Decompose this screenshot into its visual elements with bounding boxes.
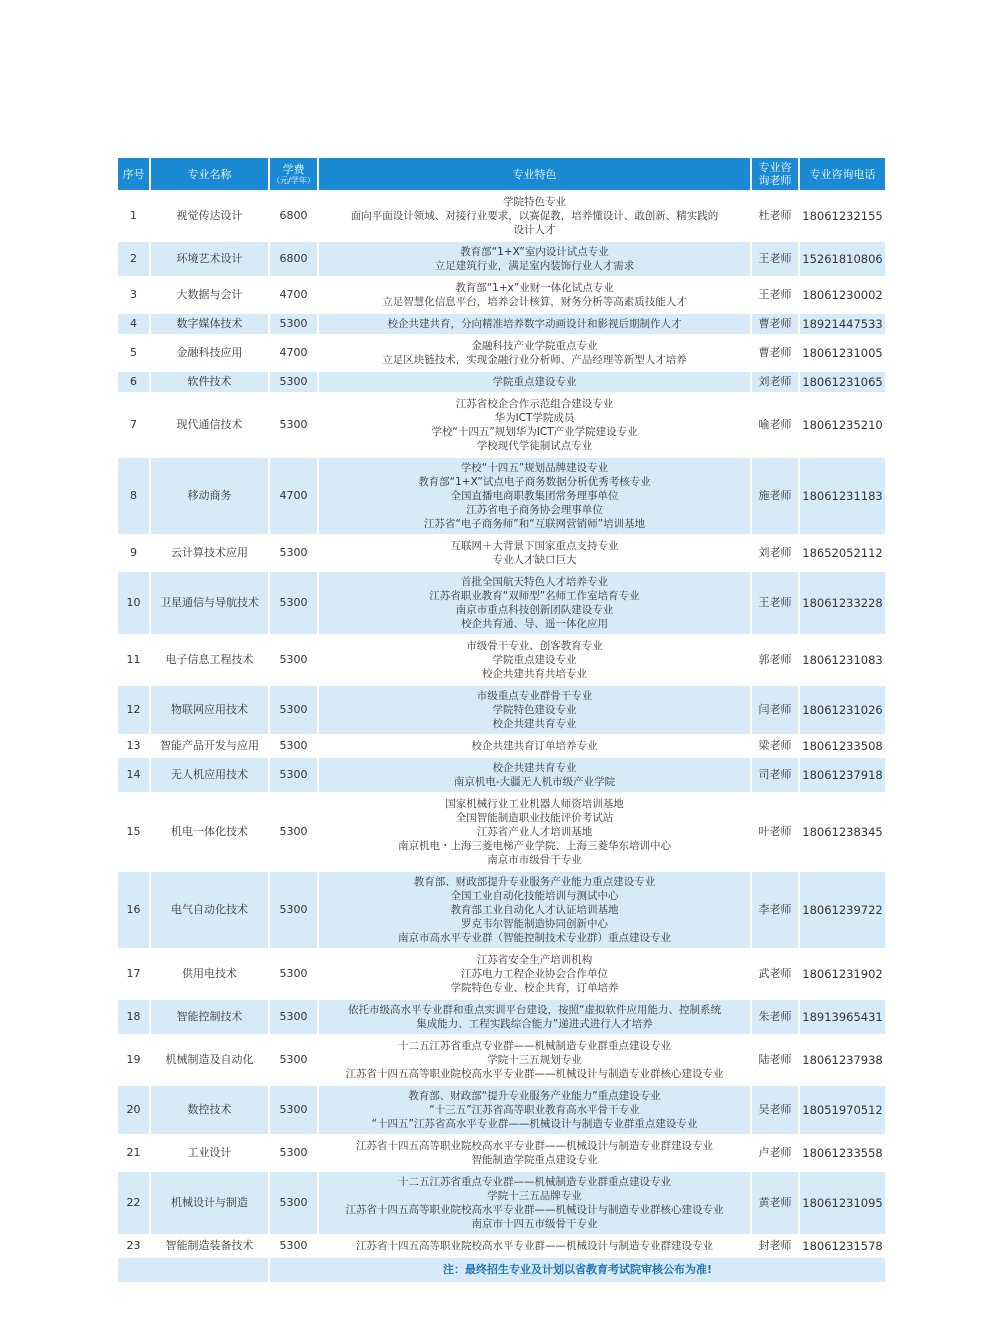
feature-line: 学校“十四五”规划华为ICT产业学院建设专业 <box>431 426 638 438</box>
feature-line: 南京市重点科技创新团队建设专业 <box>455 604 614 616</box>
feature-line: 校企共育通、导、遥一体化应用 <box>461 618 608 630</box>
major-features <box>318 571 751 635</box>
consult-phone: 18061231578 <box>799 1235 885 1257</box>
feature-line: 南京机电-大疆无人机市级产业学院 <box>453 776 616 788</box>
feature-line: 学院特色建设专业 <box>492 704 577 716</box>
row-number: 19 <box>118 1035 150 1085</box>
header-no: 序号 <box>118 158 150 191</box>
feature-line: 全国工业自动化技能培训与测试中心 <box>450 890 619 902</box>
major-features <box>318 313 751 335</box>
consult-phone: 18061233228 <box>799 571 885 635</box>
table-row <box>118 635 885 685</box>
feature-line: 校企共建共育订单培养专业 <box>471 740 598 752</box>
tuition-fee: 5300 <box>269 685 318 735</box>
major-features <box>318 1085 751 1135</box>
consult-teacher: 黄老师 <box>751 1171 799 1235</box>
consult-phone: 18061232155 <box>799 191 885 241</box>
row-number: 12 <box>118 685 150 735</box>
major-name: 移动商务 <box>150 457 269 535</box>
row-number: 18 <box>118 999 150 1035</box>
consult-teacher: 叶老师 <box>751 793 799 871</box>
row-number: 16 <box>118 871 150 949</box>
table-row <box>118 793 885 871</box>
row-number: 21 <box>118 1135 150 1171</box>
consult-teacher: 喻老师 <box>751 393 799 457</box>
major-name: 云计算技术应用 <box>150 535 269 571</box>
feature-line: 江苏省安全生产培训机构 <box>476 954 593 966</box>
consult-teacher: 李老师 <box>751 871 799 949</box>
header-phone: 专业咨询电话 <box>799 158 885 191</box>
major-features <box>318 241 751 277</box>
feature-line: 校企共建共育专业 <box>492 718 577 730</box>
feature-line: 江苏省电子商务协会理事单位 <box>466 504 603 516</box>
header-teacher <box>751 158 799 191</box>
table-row <box>118 393 885 457</box>
major-features <box>318 393 751 457</box>
major-features <box>318 871 751 949</box>
tuition-fee: 5300 <box>269 1171 318 1235</box>
consult-teacher: 朱老师 <box>751 999 799 1035</box>
major-name: 物联网应用技术 <box>150 685 269 735</box>
tuition-fee: 6800 <box>269 191 318 241</box>
table-row <box>118 685 885 735</box>
feature-line: 设计人才 <box>513 224 556 236</box>
row-number: 10 <box>118 571 150 635</box>
tuition-fee: 5300 <box>269 793 318 871</box>
major-name: 工业设计 <box>150 1135 269 1171</box>
tuition-fee: 5300 <box>269 1085 318 1135</box>
feature-line: 教育部、财政部“提升专业服务产业能力”重点建设专业 <box>408 1090 661 1102</box>
table-row <box>118 571 885 635</box>
feature-line: 校企共建共育，分向精准培养数字动画设计和影视后期制作人才 <box>387 318 682 330</box>
major-features <box>318 735 751 757</box>
table-row <box>118 191 885 241</box>
feature-line: 专业人才缺口巨大 <box>492 554 577 566</box>
row-number: 20 <box>118 1085 150 1135</box>
tuition-fee: 4700 <box>269 457 318 535</box>
consult-teacher: 闫老师 <box>751 685 799 735</box>
major-name: 视觉传达设计 <box>150 191 269 241</box>
tuition-fee: 5300 <box>269 393 318 457</box>
feature-line: 江苏省十四五高等职业院校高水平专业群——机械设计与制造专业群建设专业 <box>356 1240 713 1252</box>
row-number: 23 <box>118 1235 150 1257</box>
tuition-fee: 4700 <box>269 335 318 371</box>
major-name: 电子信息工程技术 <box>150 635 269 685</box>
consult-phone: 18061231095 <box>799 1171 885 1235</box>
feature-line: 教育部“1+x”业财一体化试点专业 <box>455 282 614 294</box>
table-row <box>118 313 885 335</box>
majors-table <box>118 158 885 1282</box>
table-row <box>118 757 885 793</box>
row-number: 7 <box>118 393 150 457</box>
consult-teacher: 王老师 <box>751 277 799 313</box>
consult-phone: 18061231183 <box>799 457 885 535</box>
feature-line: 江苏省产业人才培训基地 <box>476 826 593 838</box>
feature-line: 立足区块链技术，实现金融行业分析师、产品经理等新型人才培养 <box>382 354 687 366</box>
consult-phone: 18061231005 <box>799 335 885 371</box>
feature-line: 南京市市级骨干专业 <box>487 854 582 866</box>
tuition-fee: 5300 <box>269 871 318 949</box>
feature-line: 面向平面设计领域、对接行业要求，以赛促教，培养懂设计、敢创新、精实践的 <box>350 210 719 222</box>
feature-line: 教育部工业自动化人才认证培训基地 <box>450 904 619 916</box>
feature-line: 教育部“1+X”室内设计试点专业 <box>460 246 609 258</box>
table-row <box>118 277 885 313</box>
row-number: 14 <box>118 757 150 793</box>
feature-line: 依托市级高水平专业群和重点实训平台建设，按照“虚拟软件应用能力、控制系统 <box>348 1004 721 1016</box>
major-name: 智能产品开发与应用 <box>150 735 269 757</box>
consult-phone: 18061237918 <box>799 757 885 793</box>
table-row <box>118 871 885 949</box>
feature-line: 学院十三五品牌专业 <box>487 1190 582 1202</box>
feature-line: 校企共建共育专业 <box>492 762 577 774</box>
header-fee-label: 学费 <box>282 163 305 176</box>
consult-teacher: 杜老师 <box>751 191 799 241</box>
table-row <box>118 1085 885 1135</box>
note-text: 注：最终招生专业及计划以省教育考试院审核公布为准! <box>269 1257 885 1282</box>
table-body <box>118 191 885 1257</box>
major-features <box>318 277 751 313</box>
feature-line: 学院重点建设专业 <box>492 654 577 666</box>
table-header-row <box>118 158 885 191</box>
consult-phone: 18061230002 <box>799 277 885 313</box>
consult-phone: 18061233508 <box>799 735 885 757</box>
feature-line: 校企共建共育共培专业 <box>482 668 587 680</box>
feature-line: 教育部“1+X”试点电子商务数据分析优秀考核专业 <box>418 476 651 488</box>
table-row <box>118 241 885 277</box>
major-features <box>318 793 751 871</box>
feature-line: 全国直播电商职教集团常务理事单位 <box>450 490 619 502</box>
tuition-fee: 4700 <box>269 277 318 313</box>
table-row <box>118 457 885 535</box>
header-name: 专业名称 <box>150 158 269 191</box>
tuition-fee: 5300 <box>269 535 318 571</box>
tuition-fee: 5300 <box>269 949 318 999</box>
consult-teacher: 曹老师 <box>751 313 799 335</box>
major-features <box>318 685 751 735</box>
feature-line: 罗克韦尔智能制造协同创新中心 <box>461 918 608 930</box>
major-name: 卫星通信与导航技术 <box>150 571 269 635</box>
consult-teacher: 梁老师 <box>751 735 799 757</box>
tuition-fee: 5300 <box>269 635 318 685</box>
consult-phone: 15261810806 <box>799 241 885 277</box>
row-number: 17 <box>118 949 150 999</box>
feature-line: 全国智能制造职业技能评价考试站 <box>455 812 614 824</box>
tuition-fee: 5300 <box>269 999 318 1035</box>
consult-phone: 18921447533 <box>799 313 885 335</box>
major-name: 环境艺术设计 <box>150 241 269 277</box>
feature-line: 学院特色专业 <box>503 196 566 208</box>
major-name: 大数据与会计 <box>150 277 269 313</box>
consult-teacher: 王老师 <box>751 241 799 277</box>
note-row <box>118 1257 885 1282</box>
major-features <box>318 757 751 793</box>
major-name: 软件技术 <box>150 371 269 393</box>
feature-line: 市级骨干专业、创客教育专业 <box>466 640 603 652</box>
table-row <box>118 371 885 393</box>
major-name: 智能控制技术 <box>150 999 269 1035</box>
major-features <box>318 999 751 1035</box>
header-feature: 专业特色 <box>318 158 751 191</box>
feature-line: 学院重点建设专业 <box>492 376 577 388</box>
header-teacher-line2: 询老师 <box>758 174 792 187</box>
tuition-fee: 5300 <box>269 735 318 757</box>
consult-teacher: 封老师 <box>751 1235 799 1257</box>
table-row <box>118 1235 885 1257</box>
tuition-fee: 5300 <box>269 571 318 635</box>
feature-line: 集成能力、工程实践综合能力”递进式进行人才培养 <box>416 1018 653 1030</box>
feature-line: 学院十三五规划专业 <box>487 1054 582 1066</box>
consult-phone: 18652052112 <box>799 535 885 571</box>
table-row <box>118 999 885 1035</box>
consult-teacher: 卢老师 <box>751 1135 799 1171</box>
feature-line: 市级重点专业群骨干专业 <box>476 690 593 702</box>
feature-line: 互联网＋大背景下国家重点支持专业 <box>450 540 619 552</box>
major-name: 数控技术 <box>150 1085 269 1135</box>
consult-teacher: 陆老师 <box>751 1035 799 1085</box>
major-name: 机电一体化技术 <box>150 793 269 871</box>
feature-line: “十三五”江苏省高等职业教育高水平骨干专业 <box>429 1104 640 1116</box>
consult-phone: 18061235210 <box>799 393 885 457</box>
tuition-fee: 6800 <box>269 241 318 277</box>
row-number: 2 <box>118 241 150 277</box>
major-features <box>318 191 751 241</box>
consult-teacher: 刘老师 <box>751 371 799 393</box>
consult-phone: 18061231083 <box>799 635 885 685</box>
major-features <box>318 949 751 999</box>
consult-teacher: 武老师 <box>751 949 799 999</box>
major-features <box>318 535 751 571</box>
row-number: 9 <box>118 535 150 571</box>
table-row <box>118 535 885 571</box>
major-features <box>318 457 751 535</box>
row-number: 15 <box>118 793 150 871</box>
feature-line: 华为ICT学院成员 <box>494 412 575 424</box>
feature-line: 学院特色专业、校企共育，订单培养 <box>450 982 619 994</box>
consult-teacher: 施老师 <box>751 457 799 535</box>
feature-line: 南京市高水平专业群（智能控制技术专业群）重点建设专业 <box>398 932 671 944</box>
major-features <box>318 1135 751 1171</box>
feature-line: 江苏省十四五高等职业院校高水平专业群——机械设计与制造专业群核心建设专业 <box>345 1068 724 1080</box>
tuition-fee: 5300 <box>269 313 318 335</box>
table-row <box>118 949 885 999</box>
consult-teacher: 王老师 <box>751 571 799 635</box>
consult-phone: 18061231902 <box>799 949 885 999</box>
consult-phone: 18061239722 <box>799 871 885 949</box>
feature-line: 立足建筑行业，满足室内装饰行业人才需求 <box>434 260 635 272</box>
feature-line: 江苏省十四五高等职业院校高水平专业群——机械设计与制造专业群建设专业 <box>356 1140 713 1152</box>
note-spacer <box>118 1257 269 1282</box>
feature-line: 南京市十四五市级骨干专业 <box>471 1218 598 1230</box>
row-number: 6 <box>118 371 150 393</box>
row-number: 8 <box>118 457 150 535</box>
table-row <box>118 735 885 757</box>
header-fee <box>269 158 318 191</box>
major-name: 机械设计与制造 <box>150 1171 269 1235</box>
consult-teacher: 司老师 <box>751 757 799 793</box>
major-name: 机械制造及自动化 <box>150 1035 269 1085</box>
major-features <box>318 1235 751 1257</box>
feature-line: 江苏省校企合作示范组合建设专业 <box>455 398 614 410</box>
consult-phone: 18061238345 <box>799 793 885 871</box>
table-row <box>118 1135 885 1171</box>
major-name: 数字媒体技术 <box>150 313 269 335</box>
consult-teacher: 郭老师 <box>751 635 799 685</box>
feature-line: 江苏省职业教育“双师型”名师工作室培育专业 <box>429 590 640 602</box>
row-number: 13 <box>118 735 150 757</box>
feature-line: 首批全国航天特色人才培养专业 <box>461 576 608 588</box>
feature-line: 江苏省十四五高等职业院校高水平专业群——机械设计与制造专业群核心建设专业 <box>345 1204 724 1216</box>
major-name: 无人机应用技术 <box>150 757 269 793</box>
major-name: 现代通信技术 <box>150 393 269 457</box>
major-name: 智能制造装备技术 <box>150 1235 269 1257</box>
feature-line: 江苏省“电子商务师”和“互联网营销师”培训基地 <box>423 518 646 530</box>
consult-phone: 18913965431 <box>799 999 885 1035</box>
row-number: 22 <box>118 1171 150 1235</box>
major-name: 供用电技术 <box>150 949 269 999</box>
consult-phone: 18061237938 <box>799 1035 885 1085</box>
feature-line: 十二五江苏省重点专业群——机械制造专业群重点建设专业 <box>398 1040 671 1052</box>
major-features <box>318 1035 751 1085</box>
major-features <box>318 1171 751 1235</box>
feature-line: 金融科技产业学院重点专业 <box>471 340 598 352</box>
consult-teacher: 刘老师 <box>751 535 799 571</box>
feature-line: 教育部、财政部提升专业服务产业能力重点建设专业 <box>413 876 656 888</box>
consult-phone: 18061233558 <box>799 1135 885 1171</box>
feature-line: 国家机械行业工业机器人师资培训基地 <box>445 798 624 810</box>
row-number: 5 <box>118 335 150 371</box>
major-features <box>318 371 751 393</box>
feature-line: 学校“十四五”规划品牌建设专业 <box>460 462 609 474</box>
tuition-fee: 5300 <box>269 1035 318 1085</box>
consult-phone: 18061231026 <box>799 685 885 735</box>
row-number: 1 <box>118 191 150 241</box>
tuition-fee: 5300 <box>269 371 318 393</box>
table-row <box>118 1171 885 1235</box>
row-number: 4 <box>118 313 150 335</box>
consult-teacher: 曹老师 <box>751 335 799 371</box>
consult-teacher: 吴老师 <box>751 1085 799 1135</box>
header-fee-unit: （元/学年） <box>272 176 315 185</box>
feature-line: 十二五江苏省重点专业群——机械制造专业群重点建设专业 <box>398 1176 671 1188</box>
major-features <box>318 335 751 371</box>
feature-line: 学校现代学徒制试点专业 <box>476 440 593 452</box>
feature-line: 南京机电・上海三菱电梯产业学院、上海三菱华东培训中心 <box>398 840 671 852</box>
major-name: 电气自动化技术 <box>150 871 269 949</box>
consult-phone: 18051970512 <box>799 1085 885 1135</box>
header-teacher-line1: 专业咨 <box>758 161 792 174</box>
consult-phone: 18061231065 <box>799 371 885 393</box>
tuition-fee: 5300 <box>269 757 318 793</box>
feature-line: 立足智慧化信息平台，培养会计核算，财务分析等高素质技能人才 <box>382 296 687 308</box>
table-row <box>118 1035 885 1085</box>
tuition-fee: 5300 <box>269 1135 318 1171</box>
major-features <box>318 635 751 685</box>
feature-line: 智能制造学院重点建设专业 <box>471 1154 598 1166</box>
feature-line: “十四五”江苏省高水平专业群——机械设计与制造专业群重点建设专业 <box>371 1118 698 1130</box>
feature-line: 江苏电力工程企业协会合作单位 <box>461 968 608 980</box>
major-name: 金融科技应用 <box>150 335 269 371</box>
table-row <box>118 335 885 371</box>
tuition-fee: 5300 <box>269 1235 318 1257</box>
row-number: 3 <box>118 277 150 313</box>
row-number: 11 <box>118 635 150 685</box>
